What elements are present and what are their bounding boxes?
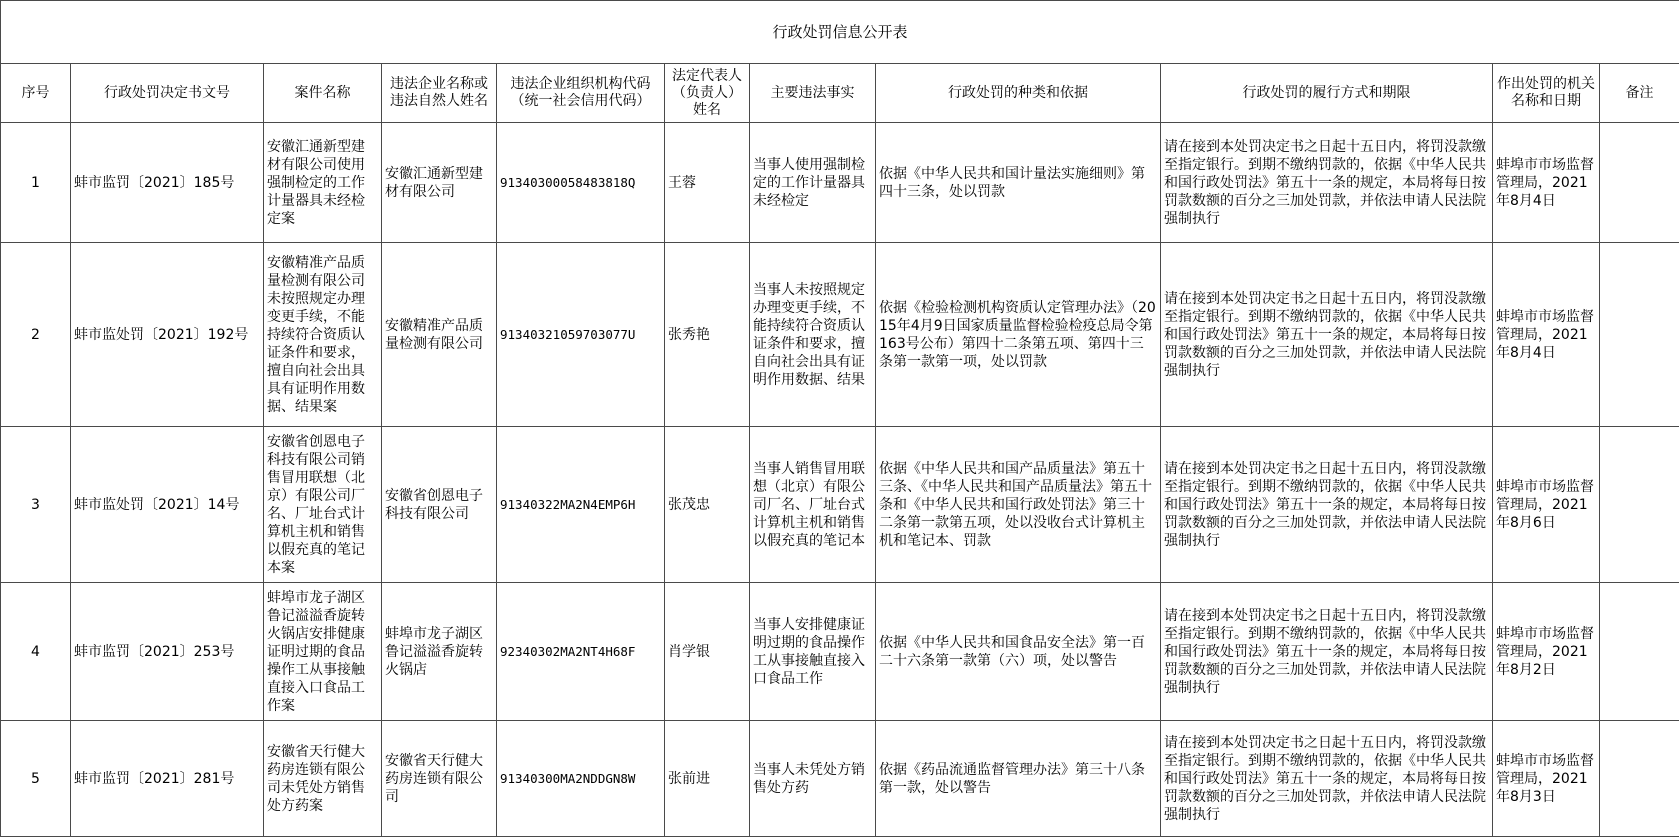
table-row bbox=[1, 721, 1679, 837]
party-name: 安徽省天行健大药房连锁有限公司 bbox=[382, 721, 497, 837]
violation-facts: 当事人未凭处方销售处方药 bbox=[750, 721, 876, 837]
party-name: 蚌埠市龙子湖区鲁记溢溢香旋转火锅店 bbox=[382, 583, 497, 721]
remark bbox=[1600, 243, 1679, 427]
decision-doc-number: 蚌市监处罚〔2021〕14号 bbox=[71, 427, 264, 583]
authority-and-date: 蚌埠市市场监督管理局，2021年8月3日 bbox=[1493, 721, 1600, 837]
credit-code: 91340321059703077U bbox=[497, 243, 665, 427]
violation-facts: 当事人未按照规定办理变更手续，不能持续符合资质认证条件和要求，擅自向社会出具有证明作用数据、结果 bbox=[750, 243, 876, 427]
party-name: 安徽汇通新型建材有限公司 bbox=[382, 123, 497, 243]
table-row bbox=[1, 123, 1679, 243]
legal-representative: 王蓉 bbox=[665, 123, 750, 243]
authority-and-date: 蚌埠市市场监督管理局，2021年8月4日 bbox=[1493, 123, 1600, 243]
penalty-basis: 依据《中华人民共和国计量法实施细则》第四十三条，处以罚款 bbox=[876, 123, 1161, 243]
header-cell: 主要违法事实 bbox=[750, 64, 876, 123]
violation-facts: 当事人安排健康证明过期的食品操作工从事接触直接入口食品工作 bbox=[750, 583, 876, 721]
header-cell: 违法企业名称或违法自然人姓名 bbox=[382, 64, 497, 123]
credit-code: 91340300058483818Q bbox=[497, 123, 665, 243]
remark bbox=[1600, 123, 1679, 243]
decision-doc-number: 蚌市监处罚〔2021〕192号 bbox=[71, 243, 264, 427]
row-number: 4 bbox=[1, 583, 71, 721]
table-row bbox=[1, 243, 1679, 427]
remark bbox=[1600, 583, 1679, 721]
row-number: 1 bbox=[1, 123, 71, 243]
header-cell: 违法企业组织机构代码（统一社会信用代码） bbox=[497, 64, 665, 123]
credit-code: 91340322MA2N4EMP6H bbox=[497, 427, 665, 583]
authority-and-date: 蚌埠市市场监督管理局，2021年8月4日 bbox=[1493, 243, 1600, 427]
legal-representative: 肖学银 bbox=[665, 583, 750, 721]
legal-representative: 张茂忠 bbox=[665, 427, 750, 583]
performance-method: 请在接到本处罚决定书之日起十五日内，将罚没款缴至指定银行。到期不缴纳罚款的，依据《中华人民共和国行政处罚法》第五十一条的规定，本局将每日按罚款数额的百分之三加处罚款，并依法申请人民法院强制执行 bbox=[1161, 583, 1493, 721]
header-cell: 作出处罚的机关名称和日期 bbox=[1493, 64, 1600, 123]
penalty-basis: 依据《检验检测机构资质认定管理办法》（2015年4月9日国家质量监督检验检疫总局令第163号公布）第四十二条第五项、第四十三条第一款第一项，处以罚款 bbox=[876, 243, 1161, 427]
legal-representative: 张前进 bbox=[665, 721, 750, 837]
decision-doc-number: 蚌市监罚〔2021〕253号 bbox=[71, 583, 264, 721]
remark bbox=[1600, 721, 1679, 837]
legal-representative: 张秀艳 bbox=[665, 243, 750, 427]
case-name: 蚌埠市龙子湖区鲁记溢溢香旋转火锅店安排健康证明过期的食品操作工从事接触直接入口食品工作案 bbox=[264, 583, 382, 721]
header-cell: 法定代表人（负责人）姓名 bbox=[665, 64, 750, 123]
credit-code: 92340302MA2NT4H68F bbox=[497, 583, 665, 721]
header-row bbox=[1, 64, 1679, 123]
case-name: 安徽精准产品质量检测有限公司未按照规定办理变更手续，不能持续符合资质认证条件和要求，擅自向社会出具具有证明作用数据、结果案 bbox=[264, 243, 382, 427]
authority-and-date: 蚌埠市市场监督管理局，2021年8月2日 bbox=[1493, 583, 1600, 721]
performance-method: 请在接到本处罚决定书之日起十五日内，将罚没款缴至指定银行。到期不缴纳罚款的，依据《中华人民共和国行政处罚法》第五十一条的规定，本局将每日按罚款数额的百分之三加处罚款，并依法申请人民法院强制执行 bbox=[1161, 721, 1493, 837]
row-number: 2 bbox=[1, 243, 71, 427]
row-number: 3 bbox=[1, 427, 71, 583]
table-row bbox=[1, 427, 1679, 583]
table-title: 行政处罚信息公开表 bbox=[1, 1, 1679, 64]
authority-and-date: 蚌埠市市场监督管理局，2021年8月6日 bbox=[1493, 427, 1600, 583]
performance-method: 请在接到本处罚决定书之日起十五日内，将罚没款缴至指定银行。到期不缴纳罚款的，依据《中华人民共和国行政处罚法》第五十一条的规定，本局将每日按罚款数额的百分之三加处罚款，并依法申请人民法院强制执行 bbox=[1161, 427, 1493, 583]
decision-doc-number: 蚌市监罚〔2021〕185号 bbox=[71, 123, 264, 243]
header-cell: 备注 bbox=[1600, 64, 1679, 123]
header-cell: 序号 bbox=[1, 64, 71, 123]
case-name: 安徽省创恩电子科技有限公司销售冒用联想（北京）有限公司厂名、厂址台式计算机主机和销售以假充真的笔记本案 bbox=[264, 427, 382, 583]
party-name: 安徽省创恩电子科技有限公司 bbox=[382, 427, 497, 583]
performance-method: 请在接到本处罚决定书之日起十五日内，将罚没款缴至指定银行。到期不缴纳罚款的，依据《中华人民共和国行政处罚法》第五十一条的规定，本局将每日按罚款数额的百分之三加处罚款，并依法申请人民法院强制执行 bbox=[1161, 123, 1493, 243]
header-cell: 案件名称 bbox=[264, 64, 382, 123]
credit-code: 91340300MA2NDDGN8W bbox=[497, 721, 665, 837]
case-name: 安徽省天行健大药房连锁有限公司未凭处方销售处方药案 bbox=[264, 721, 382, 837]
row-number: 5 bbox=[1, 721, 71, 837]
penalty-basis: 依据《中华人民共和国食品安全法》第一百二十六条第一款第（六）项，处以警告 bbox=[876, 583, 1161, 721]
party-name: 安徽精准产品质量检测有限公司 bbox=[382, 243, 497, 427]
case-name: 安徽汇通新型建材有限公司使用强制检定的工作计量器具未经检定案 bbox=[264, 123, 382, 243]
table-row bbox=[1, 583, 1679, 721]
violation-facts: 当事人销售冒用联想（北京）有限公司厂名、厂址台式计算机主机和销售以假充真的笔记本 bbox=[750, 427, 876, 583]
performance-method: 请在接到本处罚决定书之日起十五日内，将罚没款缴至指定银行。到期不缴纳罚款的，依据《中华人民共和国行政处罚法》第五十一条的规定，本局将每日按罚款数额的百分之三加处罚款，并依法申请人民法院强制执行 bbox=[1161, 243, 1493, 427]
header-cell: 行政处罚的履行方式和期限 bbox=[1161, 64, 1493, 123]
violation-facts: 当事人使用强制检定的工作计量器具未经检定 bbox=[750, 123, 876, 243]
penalty-basis: 依据《药品流通监督管理办法》第三十八条第一款，处以警告 bbox=[876, 721, 1161, 837]
header-cell: 行政处罚的种类和依据 bbox=[876, 64, 1161, 123]
decision-doc-number: 蚌市监罚〔2021〕281号 bbox=[71, 721, 264, 837]
remark bbox=[1600, 427, 1679, 583]
header-cell: 行政处罚决定书文号 bbox=[71, 64, 264, 123]
penalty-basis: 依据《中华人民共和国产品质量法》第五十三条、《中华人民共和国产品质量法》第五十条和《中华人民共和国行政处罚法》第三十二条第一款第五项，处以没收台式计算机主机和笔记本、罚款 bbox=[876, 427, 1161, 583]
